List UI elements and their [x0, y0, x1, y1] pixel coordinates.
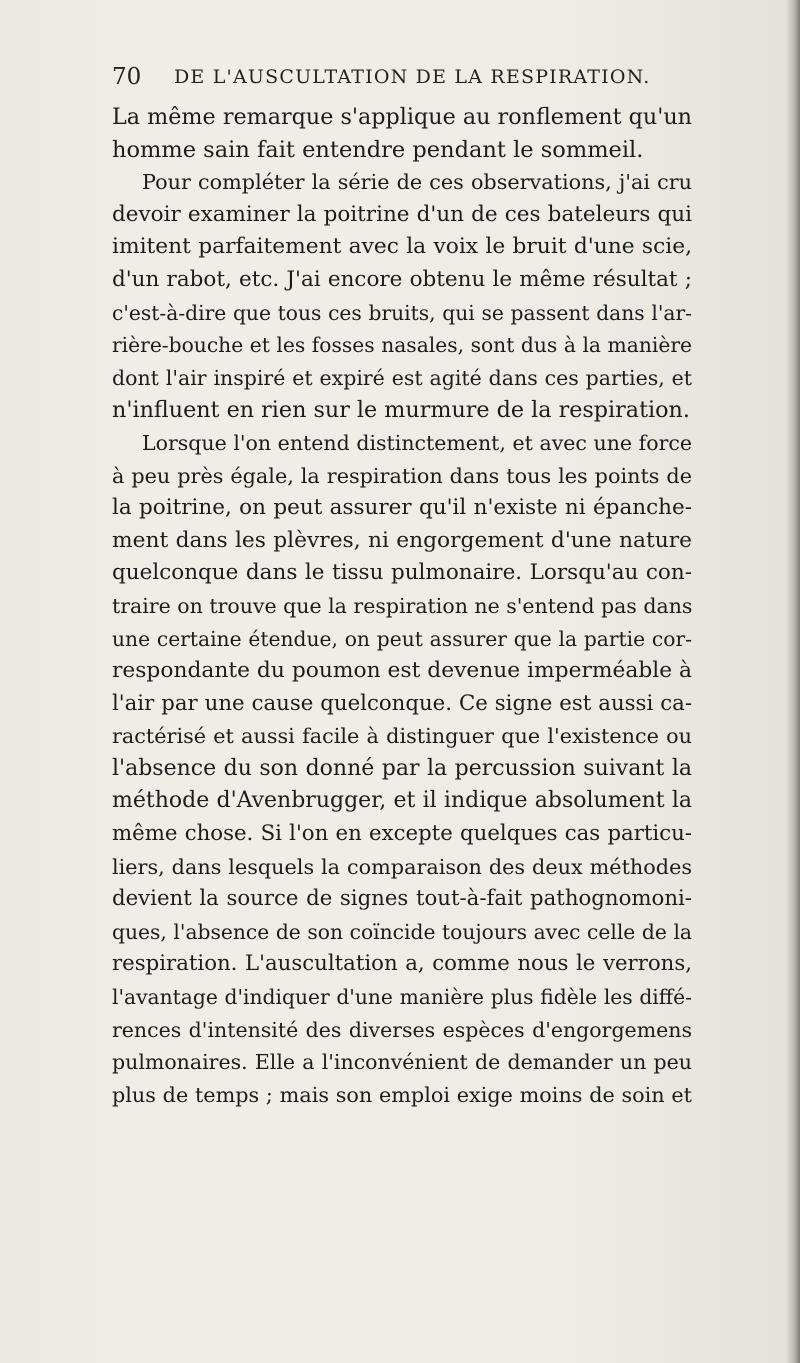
text-line: n'influent en rien sur le murmure de la respiration. [112, 397, 690, 424]
text-line: l'avantage d'indiquer d'une manière plus fidèle les diffé- [112, 985, 692, 1010]
text-line: respiration. L'auscultation a, comme nous le verrons, [112, 951, 692, 977]
text-line: une certaine étendue, on peut assurer que la partie cor- [112, 626, 692, 651]
text-line: l'air par une cause quelconque. Ce signe est aussi ca- [112, 690, 692, 716]
text-line: à peu près égale, la respiration dans tous les points de [112, 463, 692, 488]
text-line: respondante du poumon est devenue imperméable à [112, 658, 692, 684]
text-line: ment dans les plèvres, ni engorgement d'une nature [112, 527, 692, 553]
text-line: rences d'intensité des diverses espèces d'engorgemens [112, 1017, 692, 1042]
text-line: imitent parfaitement avec la voix le bruit d'une scie, [112, 234, 692, 260]
text-line: liers, dans lesquels la comparaison des deux méthodes [112, 854, 692, 879]
page-edge-shadow [786, 0, 800, 1363]
text-line: c'est-à-dire que tous ces bruits, qui se passent dans l'ar- [112, 300, 692, 325]
text-line: la poitrine, on peut assurer qu'il n'existe ni épanche- [112, 495, 692, 521]
text-line: ractérisé et aussi facile à distinguer que l'existence ou [112, 724, 692, 749]
running-title: DE L'AUSCULTATION DE LA RESPIRATION. [174, 66, 651, 88]
text-line: dont l'air inspiré et expiré est agité dans ces parties, et [112, 365, 692, 390]
text-line: homme sain fait entendre pendant le sommeil. [112, 136, 644, 163]
body-text [112, 101, 692, 1111]
text-line: d'un rabot, etc. J'ai encore obtenu le même résultat ; [112, 266, 692, 292]
page-number: 70 [112, 64, 142, 90]
text-line: rière-bouche et les fosses nasales, sont dus à la manière [112, 333, 692, 358]
text-line: Pour compléter la série de ces observations, j'ai cru [142, 170, 692, 195]
text-line: pulmonaires. Elle a l'inconvénient de demander un peu [112, 1050, 692, 1075]
text-line: l'absence du son donné par la percussion suivant la [112, 755, 692, 781]
text-line: plus de temps ; mais son emploi exige moins de soin et [112, 1082, 692, 1107]
text-line: même chose. Si l'on en excepte quelques cas particu- [112, 821, 692, 847]
text-line: La même remarque s'applique au ronflement qu'un [112, 104, 692, 130]
text-line: devient la source de signes tout-à-fait pathognomoni- [112, 886, 692, 912]
text-line: ques, l'absence de son coïncide toujours avec celle de la [112, 919, 692, 944]
text-line: méthode d'Avenbrugger, et il indique absolument la [112, 788, 692, 814]
text-line: Lorsque l'on entend distinctement, et avec une force [142, 430, 692, 455]
page-header [112, 60, 672, 96]
text-line: traire on trouve que la respiration ne s'entend pas dans [112, 593, 693, 618]
text-line: devoir examiner la poitrine d'un de ces bateleurs qui [112, 201, 692, 227]
text-line: quelconque dans le tissu pulmonaire. Lorsqu'au con- [112, 560, 692, 586]
